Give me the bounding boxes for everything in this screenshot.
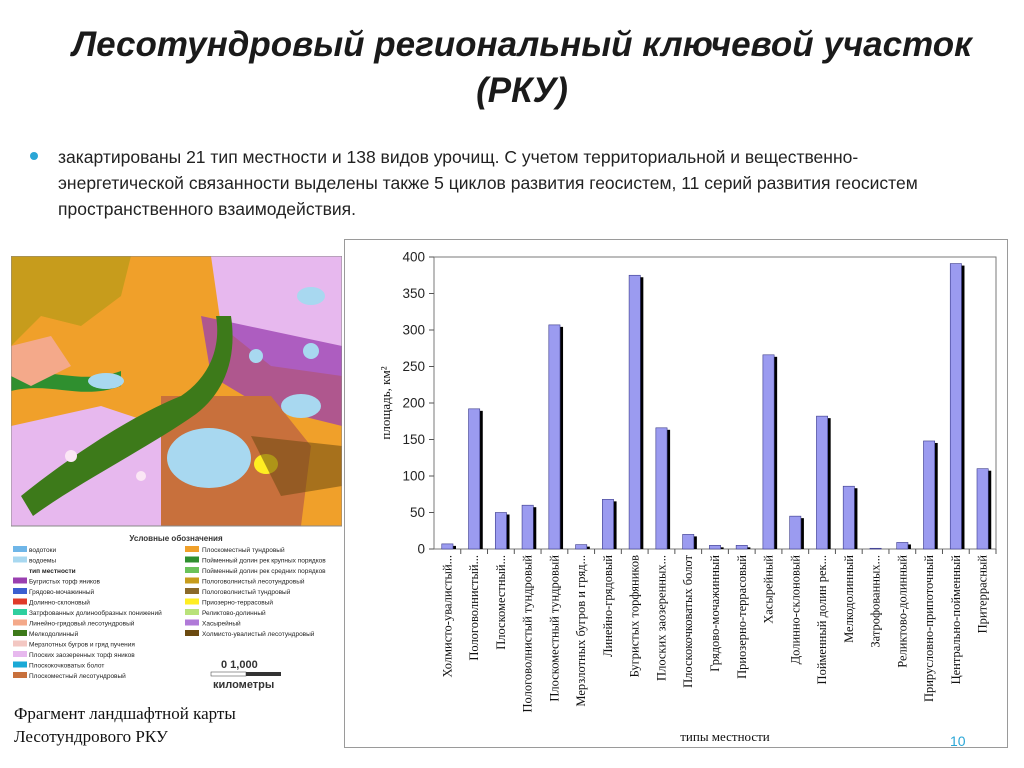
- bar: [683, 534, 694, 549]
- x-axis-label: типы местности: [680, 729, 770, 744]
- x-tick-label: Долинно-склоновый: [788, 555, 803, 665]
- bar: [602, 499, 613, 549]
- legend-swatch: [13, 578, 27, 584]
- bar: [495, 513, 506, 550]
- legend-swatch: [185, 620, 199, 626]
- title-line-1: Лесотундровый региональный ключевой участок: [72, 25, 972, 64]
- legend-label: Плоскоместный лесотундровый: [29, 673, 126, 680]
- bar: [790, 516, 801, 549]
- legend-swatch: [13, 599, 27, 605]
- legend-label: Мелкодолинный: [29, 631, 79, 638]
- legend-swatch: [185, 588, 199, 594]
- legend-swatch: [13, 662, 27, 668]
- x-tick-label: Прирусловно-припоточный: [922, 555, 937, 703]
- legend-label: Пологоволнистый лесотундровый: [202, 578, 305, 586]
- x-tick-label: Притеррасный: [975, 555, 990, 634]
- y-tick-label: 50: [409, 505, 425, 520]
- x-tick-label: Бугристых торфяников: [627, 555, 642, 678]
- legend-swatch: [13, 651, 27, 657]
- x-tick-label: Пологоволнистый тундровый: [520, 555, 535, 713]
- x-tick-label: Приозерно-террасовый: [734, 555, 749, 679]
- plot-area: [434, 257, 996, 549]
- legend-label: Пологоволнистый тундровый: [202, 589, 291, 596]
- title-line-2: (РКУ): [476, 71, 568, 110]
- legend-label: Линейно-грядовый лесотундровый: [29, 620, 135, 628]
- x-tick-label: Пологоволнистый...: [467, 555, 482, 661]
- legend-swatch: [13, 620, 27, 626]
- legend-label: Мерзлотных бугров и гряд пучения: [29, 641, 135, 649]
- bar: [629, 275, 640, 549]
- slide-title: [60, 22, 984, 114]
- legend-swatch: [185, 567, 199, 573]
- y-tick-label: 0: [417, 541, 425, 557]
- bar: [923, 441, 934, 549]
- plot-border: [434, 257, 996, 549]
- x-tick-label: Линейно-грядовый: [600, 555, 615, 657]
- legend-label: водотоки: [29, 547, 57, 554]
- bar: [843, 486, 854, 549]
- bar: [870, 548, 881, 549]
- legend-label: Холмисто-увалистый лесотундровый: [202, 631, 315, 638]
- legend-swatch: [13, 641, 27, 647]
- x-tick-label: Грядово-мочажинный: [708, 555, 722, 672]
- scale-bar: [211, 659, 281, 691]
- bar: [549, 325, 560, 549]
- bullet-text: закартированы 21 тип местности и 138 видов урочищ. С учетом территориальной и вещественно-энергетической связанности выделены также 5 циклов развития геосистем, 11 серий развития геосистем пространственного взаимодействия.: [58, 147, 918, 219]
- legend-label: Пойменный долин рек средних порядков: [202, 568, 326, 575]
- legend-label: Пойменный долин рек крупных порядков: [202, 557, 326, 565]
- legend-swatch: [13, 630, 27, 636]
- caption-line-1: Фрагмент ландшафтной карты: [14, 704, 236, 723]
- x-tick-label: Пойменный долин рек...: [815, 555, 830, 685]
- y-axis-label: площадь, км²: [378, 366, 393, 440]
- x-tick-label: Мерзлотных бугров и гряд...: [574, 555, 589, 707]
- bar: [442, 544, 453, 549]
- legend-swatch: [185, 557, 199, 563]
- scale-unit: километры: [213, 679, 275, 691]
- legend-label: Плоскоместный тундровый: [202, 547, 285, 554]
- bar: [816, 416, 827, 549]
- x-tick-label: Мелкодолинный: [841, 555, 856, 643]
- legend-swatch: [13, 672, 27, 678]
- x-tick-label: Реликтово-долинный: [895, 555, 910, 668]
- scale-values: 0 1,000: [221, 659, 258, 671]
- bar: [576, 545, 587, 549]
- bar-chart: [344, 239, 1008, 748]
- y-tick-label: 250: [402, 359, 425, 374]
- map-legend: [13, 534, 326, 691]
- bar: [469, 409, 480, 549]
- legend-swatch: [13, 609, 27, 615]
- legend-label: Приозерно-террасовый: [202, 599, 274, 607]
- bar: [709, 545, 720, 549]
- legend-swatch: [185, 578, 199, 584]
- caption-line-2: Лесотундрового РКУ: [14, 727, 168, 746]
- y-tick-label: 400: [402, 249, 425, 265]
- y-tick-label: 350: [402, 286, 425, 301]
- x-tick-label: Хасырейный: [761, 555, 776, 624]
- bar: [763, 355, 774, 549]
- bar: [736, 545, 747, 549]
- legend-label: тип местности: [29, 568, 76, 575]
- bar: [897, 542, 908, 549]
- x-tick-label: Плоскоместный тундровый: [547, 555, 562, 702]
- legend-swatch: [185, 630, 199, 636]
- legend-swatch: [13, 546, 27, 552]
- legend-label: Долинно-склоновый: [29, 599, 90, 607]
- x-tick-label: Плоскокочковатых болот: [681, 555, 696, 688]
- legend-left-column: [13, 546, 162, 680]
- legend-label: водоемы: [29, 557, 57, 565]
- legend-swatch: [185, 599, 199, 605]
- y-tick-label: 200: [402, 395, 425, 411]
- legend-label: Плоских заозеренных торф яников: [29, 652, 135, 659]
- y-tick-label: 150: [402, 432, 425, 447]
- bar: [950, 264, 961, 549]
- legend-swatch: [13, 588, 27, 594]
- x-tick-label: Плоскоместный...: [493, 555, 508, 650]
- legend-label: Хасырейный: [202, 620, 241, 628]
- map-image: [11, 256, 342, 526]
- legend-title: Условные обозначения: [129, 534, 223, 543]
- page-number: 10: [950, 733, 966, 749]
- legend-label: Реликтово-долинный: [202, 610, 266, 617]
- y-tick-label: 100: [402, 468, 425, 484]
- legend-label: Грядово-мочажинный: [29, 589, 95, 596]
- map-caption: [14, 702, 334, 748]
- legend-label: Затрфованных долинообразных понижений: [29, 610, 162, 617]
- bullet-dot-icon: [30, 152, 38, 160]
- x-tick-label: Холмисто-увалистый...: [440, 555, 455, 678]
- bar: [522, 505, 533, 549]
- bullet-item: [30, 144, 980, 222]
- x-tick-label: Затрофованных...: [868, 555, 883, 648]
- legend-label: Бугристых торф яников: [29, 578, 100, 586]
- bar: [656, 428, 667, 549]
- y-tick-label: 300: [402, 322, 425, 338]
- landscape-map: [11, 256, 342, 700]
- legend-label: Плоскокочковатых болот: [29, 662, 105, 670]
- legend-right-column: [185, 546, 326, 638]
- legend-swatch: [13, 557, 27, 563]
- bar: [977, 469, 988, 549]
- legend-swatch: [185, 609, 199, 615]
- legend-swatch: [185, 546, 199, 552]
- x-tick-label: Центрально-пойменный: [948, 555, 963, 685]
- x-tick-label: Плоских заозеренных...: [654, 555, 669, 681]
